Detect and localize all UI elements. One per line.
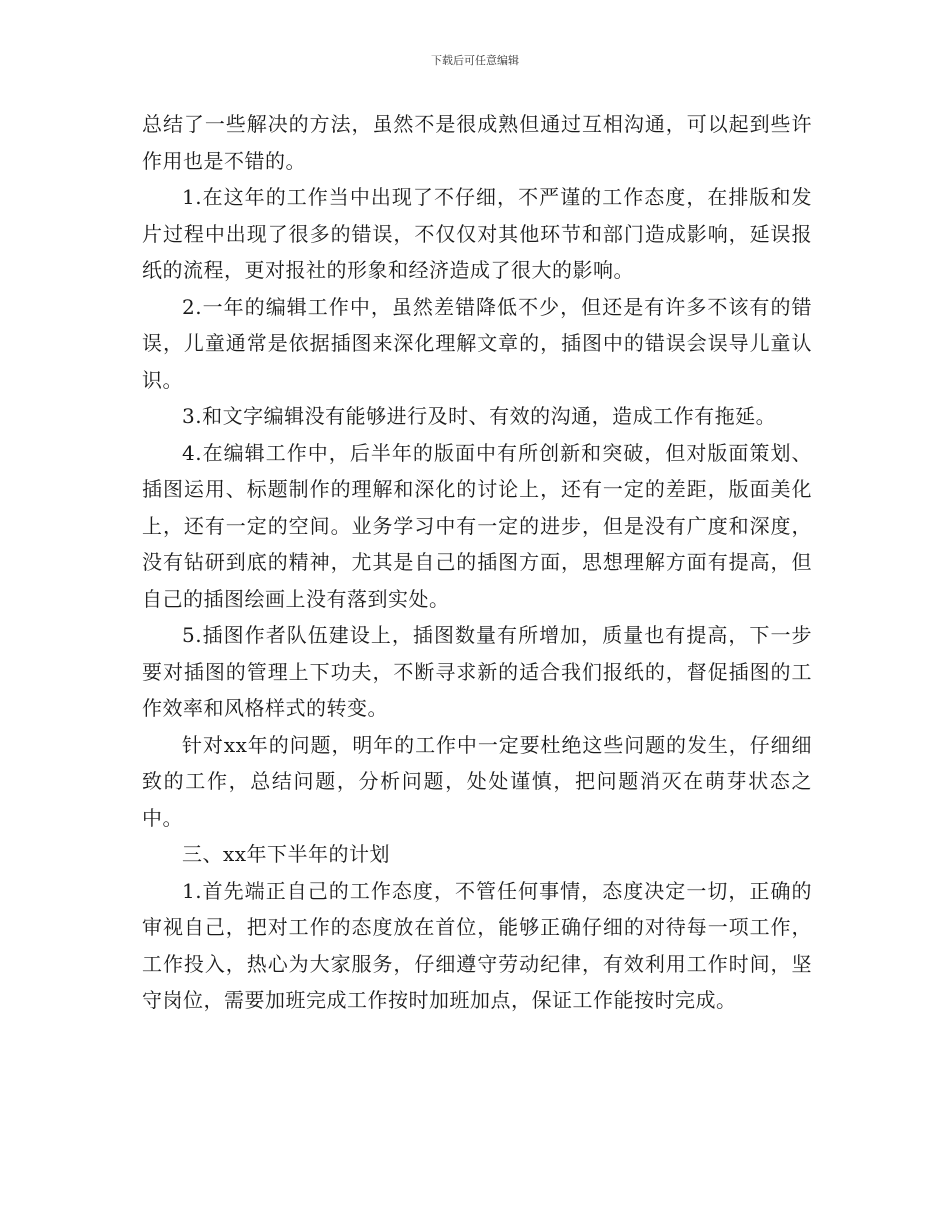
paragraph-item-4: 4.在编辑工作中，后半年的版面中有所创新和突破，但对版面策划、插图运用、标题制作的理解和深化的讨论上，还有一定的差距，版面美化上，还有一定的空间。业务学习中有一定的进步，但是没有广度和深度，没有钻研到底的精神，尤其是自己的插图方面，思想理解方面有提高，但自己的插图绘画上没有落到实处。 <box>142 440 812 611</box>
paragraph-item-2: 2.一年的编辑工作中，虽然差错降低不少，但还是有许多不该有的错误，儿童通常是依据插图来深化理解文章的，插图中的错误会误导儿童认识。 <box>142 294 812 392</box>
page-header: 下载后可任意编辑 <box>431 54 519 67</box>
paragraph-continuation: 总结了一些解决的方法，虽然不是很成熟但通过互相沟通，可以起到些许作用也是不错的。 <box>142 112 812 173</box>
paragraph-summary: 针对xx年的问题，明年的工作中一定要杜绝这些问题的发生，仔细细致的工作，总结问题，分析问题，处处谨慎，把问题消灭在萌芽状态之中。 <box>142 732 812 830</box>
section-heading-plan: 三、xx年下半年的计划 <box>182 842 391 866</box>
paragraph-plan-item-1: 1.首先端正自己的工作态度，不管任何事情，态度决定一切，正确的审视自己，把对工作的态度放在首位，能够正确仔细的对待每一项工作，工作投入，热心为大家服务，仔细遵守劳动纪律，有效利用工作时间，坚守岗位，需要加班完成工作按时加班加点，保证工作能按时完成。 <box>142 878 812 1012</box>
paragraph-item-3: 3.和文字编辑没有能够进行及时、有效的沟通，造成工作有拖延。 <box>182 404 777 428</box>
paragraph-item-5: 5.插图作者队伍建设上，插图数量有所增加，质量也有提高，下一步要对插图的管理上下功夫，不断寻求新的适合我们报纸的，督促插图的工作效率和风格样式的转变。 <box>142 623 812 720</box>
paragraph-item-1: 1.在这年的工作当中出现了不仔细，不严谨的工作态度，在排版和发片过程中出现了很多的错误，不仅仅对其他环节和部门造成影响，延误报纸的流程，更对报社的形象和经济造成了很大的影响。 <box>142 185 812 282</box>
document-body <box>142 106 812 1019</box>
